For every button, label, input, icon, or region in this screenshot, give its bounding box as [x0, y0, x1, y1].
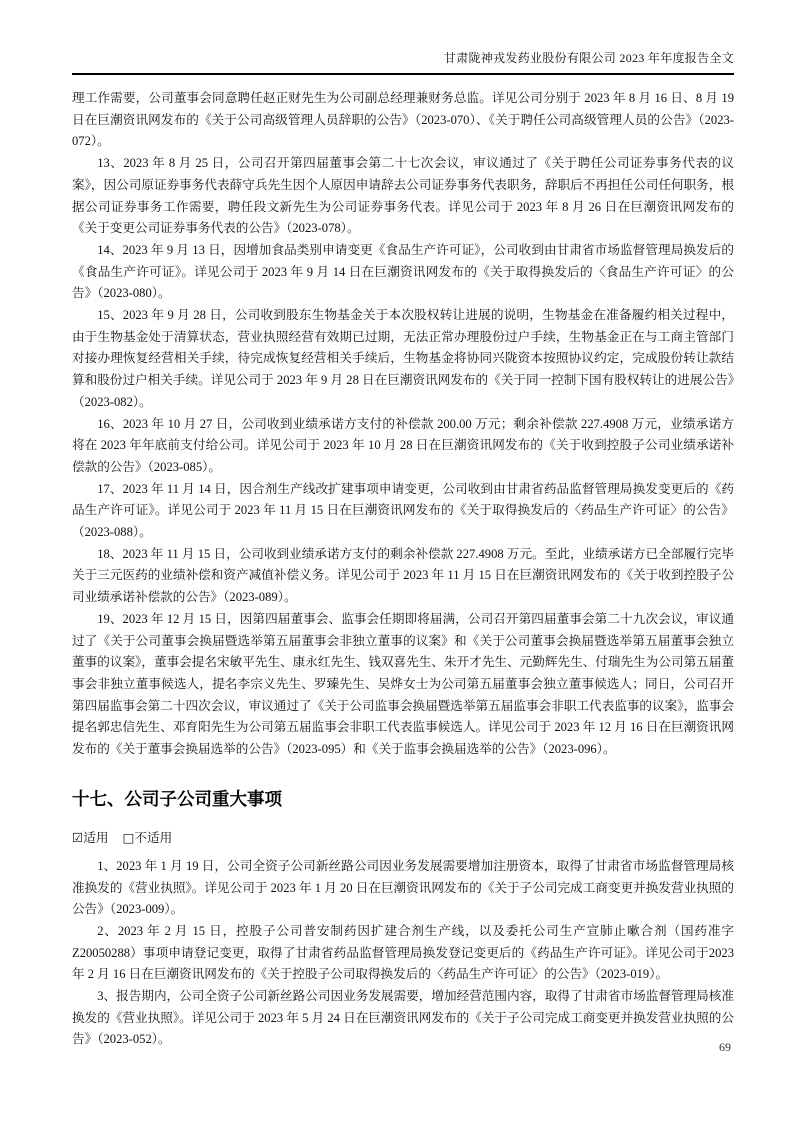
paragraph-item-16: 16、2023 年 10 月 27 日，公司收到业绩承诺方支付的补偿款 200.00 万元；剩余补偿款 227.4908 万元，业绩承诺方将在 2023 年年底前支付给公司。详见公司于 2023 年 10 月 28 日在巨潮资讯网发布的《关于收到控股子公司业绩承诺补偿款的公告》（2023-085）。 [72, 416, 734, 474]
subsidiary-paragraph-item-3: 3、报告期内，公司全资子公司新丝路公司因业务发展需要，增加经营范围内容，取得了甘肃省市场监督管理局核准换发的《营业执照》。详见公司于 2023 年 5 月 24 日在巨潮资讯网发布的《关于子公司完成工商变更并换发营业执照的公告》（2023-052）。 [72, 989, 734, 1047]
subsidiary-paragraph-item-1: 1、2023 年 1 月 19 日，公司全资子公司新丝路公司因业务发展需要增加注册资本，取得了甘肃省市场监督管理局核准换发的《营业执照》。详见公司于 2023 年 1 月 20 日在巨潮资讯网发布的《关于子公司完成工商变更并换发营业执照的公告》（2023-009）。 [72, 858, 734, 917]
applicable-label: 适用 [83, 830, 109, 845]
paragraph-item-18: 18、2023 年 11 月 15 日，公司收到业绩承诺方支付的剩余补偿款 227.4908 万元。至此，业绩承诺方已全部履行完毕关于三元医药的业绩补偿和资产减值补偿义务。详见公司于 2023 年 11 月 15 日在巨潮资讯网发布的《关于收到控股子公司业绩承诺补偿款的公告》（2023-089）。 [72, 546, 734, 605]
checked-checkbox-icon: ☑ [72, 829, 84, 845]
paragraph-item-15: 15、2023 年 9 月 28 日，公司收到股东生物基金关于本次股权转让进展的说明，生物基金在准备履约相关过程中，由于生物基金处于清算状态，营业执照经营有效期已过期，无法正常办理股份过户手续，生物基金正在与工商主管部门对接办理恢复经营相关手续，待完成恢复经营相关手续后，生物基金将协同兴陇资本按照协议约定，完成股份转让款结算和股份过户相关手续。详见公司于 2023 年 9 月 28 日在巨潮资讯网发布的《关于同一控制下国有股权转让的进展公告》（2023-082）。 [72, 308, 734, 409]
not-applicable-option [123, 831, 173, 845]
applicable-option [72, 831, 112, 845]
page-content [72, 50, 734, 1051]
paragraph-item-17: 17、2023 年 11 月 14 日，因合剂生产线改扩建事项申请变更，公司收到由甘肃省药品监督管理局换发变更后的《药品生产许可证》。详见公司于 2023 年 11 月 15 日在巨潮资讯网发布的《关于取得换发后的〈药品生产许可证〉的公告》（2023-088）。 [72, 481, 734, 540]
paragraph-item-14: 14、2023 年 9 月 13 日，因增加食品类别申请变更《食品生产许可证》，公司收到由甘肃省市场监督管理局换发后的《食品生产许可证》。详见公司于 2023 年 9 月 14 日在巨潮资讯网发布的《关于取得换发后的〈食品生产许可证〉的公告》（2023-080）。 [72, 242, 734, 301]
unchecked-checkbox-icon: □ [122, 829, 135, 845]
page-header-title: 甘肃陇神戎发药业股份有限公司 2023 年年度报告全文 [72, 50, 734, 75]
paragraph-item-13: 13、2023 年 8 月 25 日，公司召开第四届董事会第二十七次会议，审议通过了《关于聘任公司证券事务代表的议案》，因公司原证券事务代表薛守兵先生因个人原因申请辞去公司证券事务代表职务，辞职后不再担任公司任何职务，根据公司证券事务工作需要，聘任段文新先生为公司证券事务代表。详见公司于 2023 年 8 月 26 日在巨潮资讯网发布的《关于变更公司证券事务代表的公告》（2023-078）。 [72, 156, 734, 236]
subsidiary-paragraph-item-2: 2、2023 年 2 月 15 日，控股子公司普安制药因扩建合剂生产线，以及委托公司生产宣肺止嗽合剂（国药准字Z20050288）事项申请登记变更，取得了甘肃省药品监督管理局换发登记变更后的《药品生产许可证》。详见公司于2023 年 2 月 16 日在巨潮资讯网发布的《关于控股子公司取得换发后的〈药品生产许可证〉的公告》（2023-019）。 [72, 923, 734, 982]
paragraph-item-19: 19、2023 年 12 月 15 日，因第四届董事会、监事会任期即将届满，公司召开第四届董事会第二十九次会议，审议通过了《关于公司董事会换届暨选举第五届董事会非独立董事的议案》和《关于公司董事会换届暨选举第五届董事会独立董事的议案》，董事会提名宋敏平先生、康永红先生、钱双喜先生、朱开才先生、元勤辉先生、付瑞先生为公司第五届董事会非独立董事候选人，提名李宗义先生、罗臻先生、吴烨女士为公司第五届董事会独立董事候选人；同日，公司召开第四届监事会第二十四次会议，审议通过了《关于公司监事会换届暨选举第五届监事会非职工代表监事的议案》，监事会提名郭忠信先生、邓育阳先生为公司第五届监事会非职工代表监事候选人。详见公司于 2023 年 12 月 16 日在巨潮资讯网发布的《关于董事会换届选举的公告》（2023-095）和《关于监事会换届选举的公告》（2023-096）。 [72, 611, 734, 757]
applicability-row [72, 829, 734, 847]
not-applicable-label: 不适用 [134, 830, 173, 845]
section-heading-subsidiary-major-matters: 十七、公司子公司重大事项 [72, 788, 282, 809]
page-number: 69 [719, 1040, 731, 1054]
body-text [72, 88, 734, 1051]
paragraph-continuation: 理工作需要，公司董事会同意聘任赵正财先生为公司副总经理兼财务总监。详见公司分别于 2023 年 8 月 16 日、8 月 19 日在巨潮资讯网发布的《关于公司高级管理人员辞职的公告》（2023-070）、《关于聘任公司高级管理人员的公告》（2023-072）。 [72, 91, 734, 149]
